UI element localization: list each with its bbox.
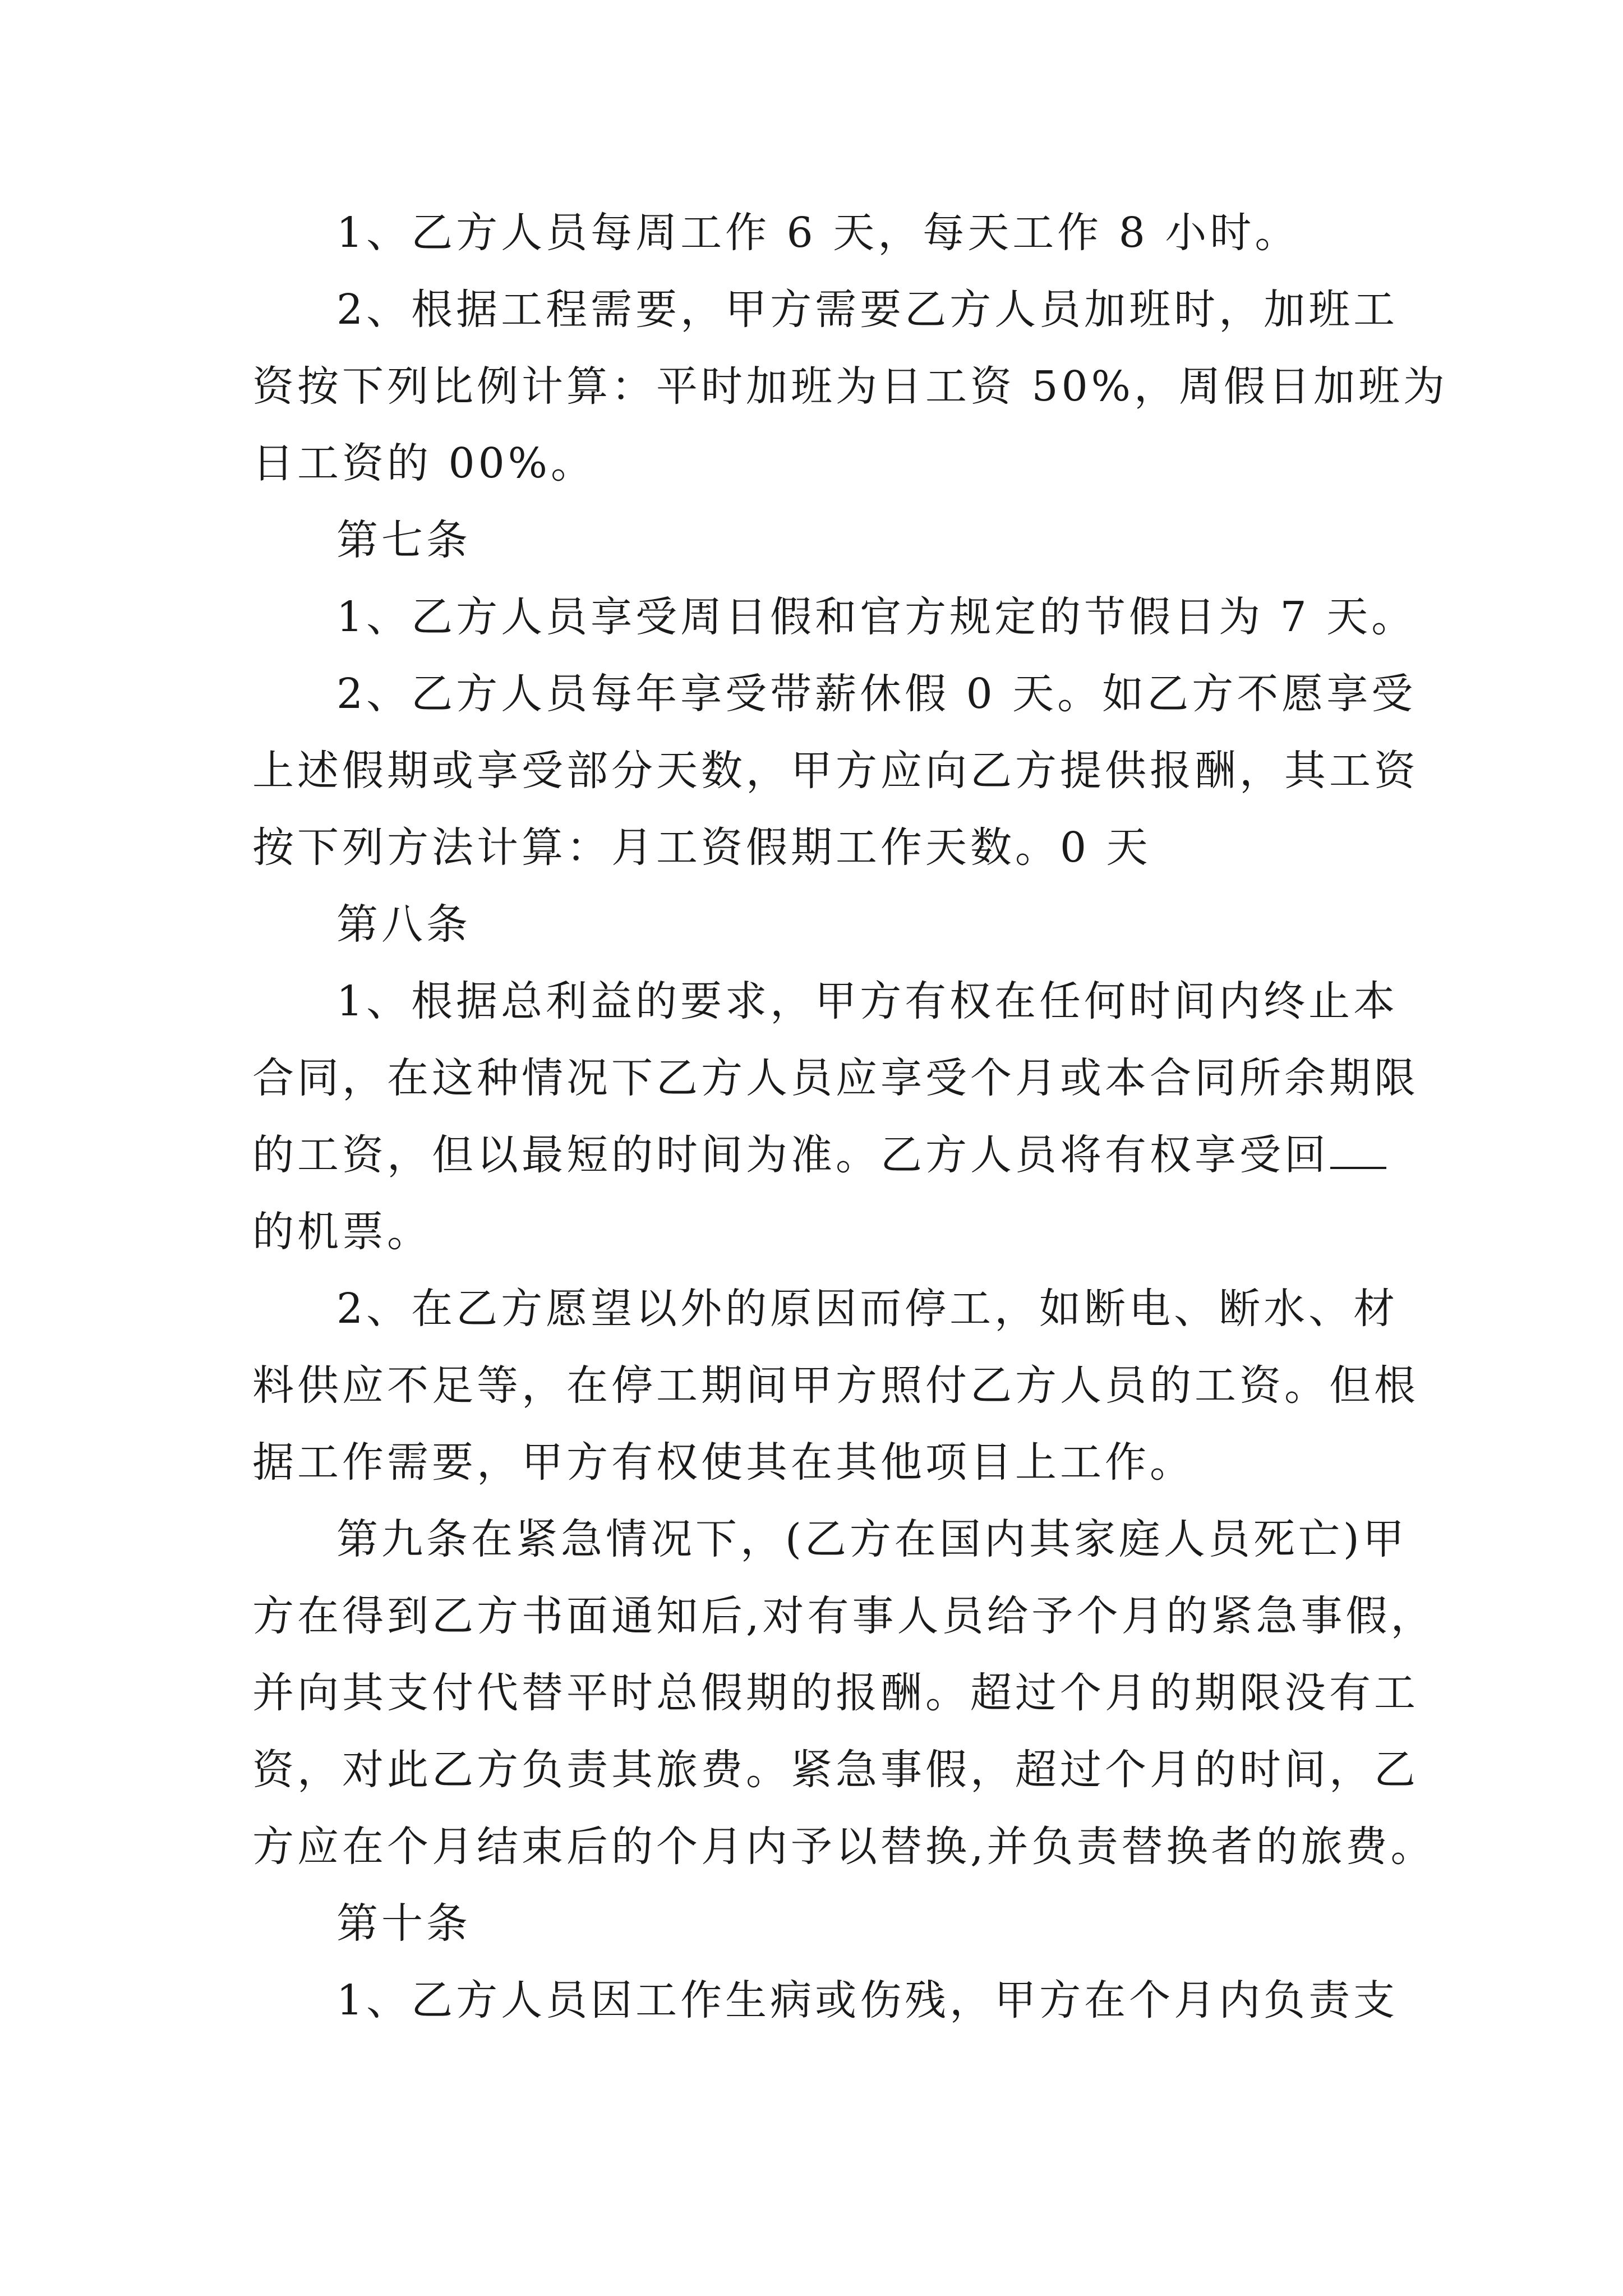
paragraph-line: 资按下列比例计算：平时加班为日工资 50%，周假日加班为 (252, 362, 1448, 411)
paragraph-line: 1、乙方人员因工作生病或伤残，甲方在个月内负责支 (336, 1976, 1399, 2024)
paragraph-line: 第九条在紧急情况下，(乙方在国内其家庭人员死亡)甲 (336, 1515, 1408, 1563)
paragraph-line: 2、根据工程需要，甲方需要乙方人员加班时，加班工 (336, 286, 1399, 334)
fill-in-blank (1330, 1132, 1386, 1169)
paragraph-line: 合同，在这种情况下乙方人员应享受个月或本合同所余期限 (252, 1054, 1419, 1102)
paragraph-line: 的机票。 (252, 1208, 432, 1256)
section-heading: 第七条 (336, 516, 471, 564)
paragraph-line-with-blank (252, 1116, 1386, 1194)
paragraph-line: 2、在乙方愿望以外的原因而停工，如断电、断水、材 (336, 1285, 1399, 1333)
paragraph-line: 料供应不足等，在停工期间甲方照付乙方人员的工资。但根 (252, 1361, 1419, 1410)
paragraph-line: 据工作需要，甲方有权使其在其他项目上工作。 (252, 1438, 1195, 1487)
paragraph-line: 方应在个月结束后的个月内予以替换,并负责替换者的旅费。 (252, 1823, 1436, 1871)
paragraph-line: 资，对此乙方负责其旅费。紧急事假，超过个月的时间，乙 (252, 1746, 1419, 1794)
paragraph-line-text: 的工资，但以最短的时间为准。乙方人员将有权享受回 (252, 1131, 1329, 1179)
paragraph-line: 上述假期或享受部分天数，甲方应向乙方提供报酬，其工资 (252, 747, 1419, 795)
paragraph-line: 2、乙方人员每年享受带薪休假 0 天。如乙方不愿享受 (336, 670, 1417, 718)
section-heading: 第八条 (336, 900, 471, 949)
paragraph-line: 按下列方法计算：月工资假期工作天数。0 天 (252, 823, 1151, 872)
paragraph-line: 日工资的 00%。 (252, 439, 596, 487)
paragraph-line: 方在得到乙方书面通知后,对有事人员给予个月的紧急事假， (252, 1592, 1436, 1640)
section-heading: 第十条 (336, 1899, 471, 1948)
paragraph-line: 1、乙方人员享受周日假和官方规定的节假日为 7 天。 (336, 593, 1417, 641)
paragraph-line: 1、乙方人员每周工作 6 天，每天工作 8 小时。 (336, 209, 1300, 257)
paragraph-line: 并向其支付代替平时总假期的报酬。超过个月的期限没有工 (252, 1669, 1419, 1717)
paragraph-line: 1、根据总利益的要求，甲方有权在任何时间内终止本 (336, 977, 1399, 1025)
